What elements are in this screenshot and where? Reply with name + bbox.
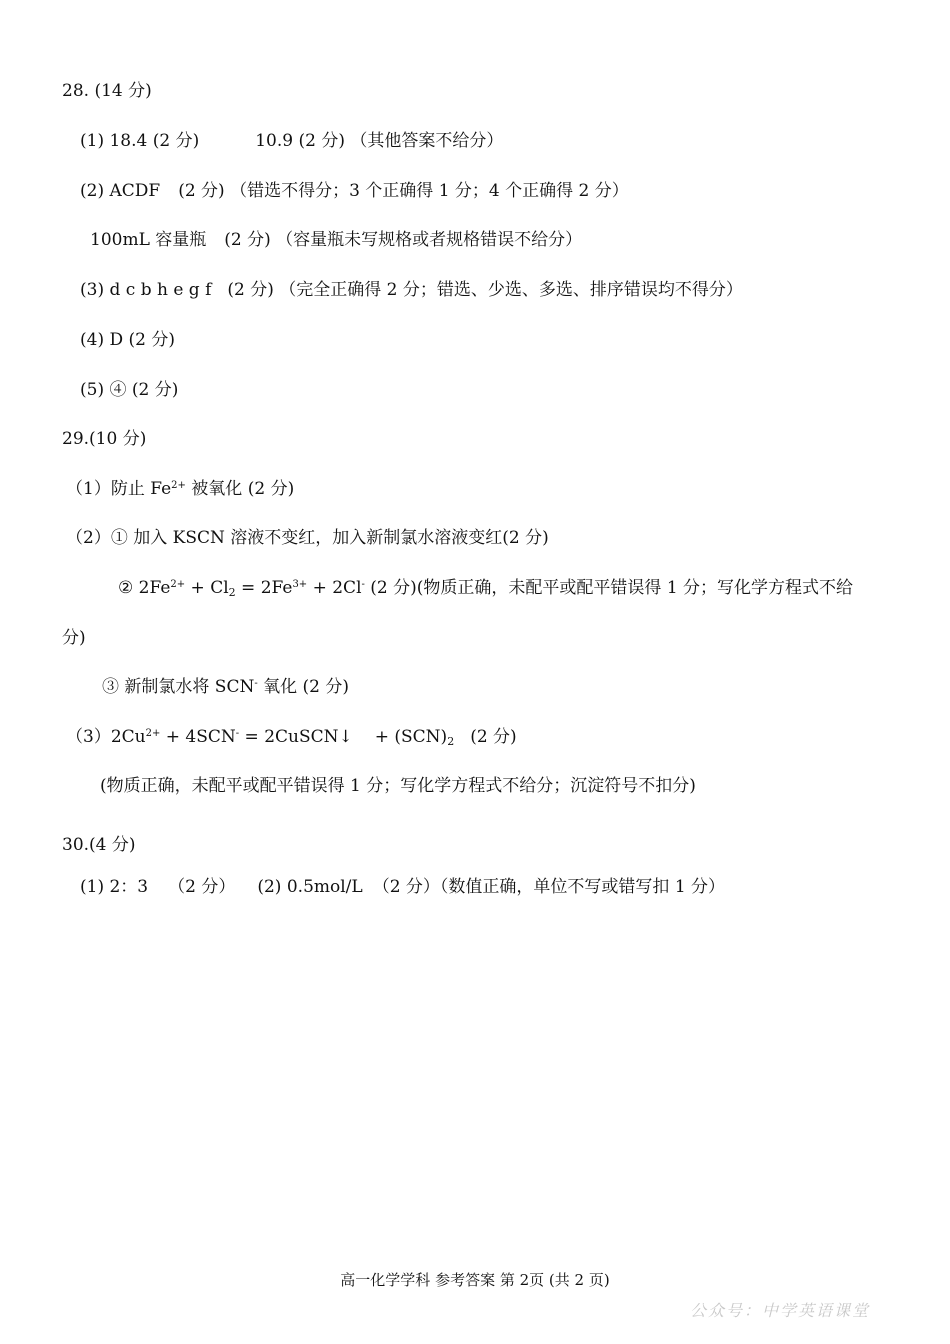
q29-eq1-d: + 2Cl: [307, 578, 362, 598]
q29-eq1-c-charge: 3+: [292, 579, 308, 590]
q28-part2-note: (2 分) （错选不得分；3 个正确得 1 分；4 个正确得 2 分）: [178, 181, 629, 201]
q29-part2-2: [118, 577, 853, 599]
q29-part1-charge: 2+: [171, 480, 186, 491]
q28-part5: (5) ④ (2 分): [80, 380, 179, 400]
q29-eq1-note: (2 分)(物质正确，未配平或配平错误得 1 分；写化学方程式不给: [364, 578, 854, 598]
q29-eq2-b-charge: -: [235, 728, 240, 739]
watermark: 公众号：中学英语课堂: [690, 1301, 871, 1320]
q28-part2-volumetric-note: (2 分) （容量瓶未写规格或者规格错误不给分）: [224, 230, 583, 250]
q28-part1-answer-b: 10.9 (2 分) （其他答案不给分）: [255, 131, 504, 151]
q29-part2-3-charge: -: [254, 678, 258, 689]
q28-part3-answer: (3) d c b h e g f: [80, 280, 212, 300]
q29-part2-3: [102, 676, 349, 698]
q29-eq1-b-sub: 2: [228, 586, 236, 599]
q28-part1-answer-a: (1) 18.4 (2 分): [80, 131, 200, 151]
q28-part4: (4) D (2 分): [80, 330, 176, 350]
q29-eq2-d: + (SCN): [374, 727, 448, 747]
q30-part1-score: （2 分）: [168, 877, 236, 897]
q29-eq1-b: + Cl: [185, 578, 229, 598]
q29-eq2-score: (2 分): [470, 727, 517, 747]
q28-header: 28. (14 分): [62, 81, 152, 101]
q29-eq1-c: = 2Fe: [235, 578, 293, 598]
q29-eq1-a-charge: 2+: [170, 579, 186, 590]
q29-part1-post: 被氧化 (2 分): [185, 479, 295, 499]
q29-eq2-c: = 2CuSCN↓: [239, 727, 353, 747]
q29-part1-pre: （1）防止 Fe: [66, 479, 172, 499]
page-footer: 高一化学学科 参考答案 第 2页 (共 2 页): [340, 1271, 610, 1289]
q29-header: 29.(10 分): [62, 429, 147, 449]
q29-part2-3-pre: ③ 新制氯水将 SCN: [102, 677, 255, 697]
q30-part1-answer: (1) 2：3: [80, 877, 149, 897]
q29-eq2-a-charge: 2+: [145, 728, 161, 739]
q30-part2-answer: (2) 0.5mol/L: [257, 877, 363, 897]
q29-part2-3-post: 氧化 (2 分): [257, 677, 350, 697]
q29-part2-1: （2）① 加入 KSCN 溶液不变红，加入新制氯水溶液变红(2 分): [66, 528, 549, 548]
q28-part2: [80, 180, 629, 202]
q30-part2-note: （2 分）（数值正确，单位不写或错写扣 1 分）: [372, 877, 726, 897]
q30-header: 30.(4 分): [62, 835, 136, 855]
q29-eq2-b: + 4SCN: [160, 727, 236, 747]
q29-part1: [66, 478, 294, 500]
q28-part3-note: (2 分) （完全正确得 2 分；错选、少选、多选、排序错误均不得分）: [227, 280, 743, 300]
q29-part2-2-continued: 分): [62, 628, 86, 648]
q28-part1: [80, 130, 503, 152]
q28-part2-volumetric: [90, 229, 582, 251]
q29-part3: [66, 726, 517, 748]
q29-eq1-a: ② 2Fe: [118, 578, 171, 598]
q28-part3: [80, 279, 743, 301]
q29-part3-note: (物质正确，未配平或配平错误得 1 分；写化学方程式不给分；沉淀符号不扣分): [100, 776, 696, 796]
q30-part1: [80, 876, 725, 898]
q28-part2-volumetric-answer: 100mL 容量瓶: [90, 230, 207, 250]
q29-eq1-d-charge: -: [361, 579, 365, 590]
q29-eq2-d-sub: 2: [447, 735, 455, 748]
q29-eq2-a: （3）2Cu: [66, 727, 146, 747]
q28-part2-answer: (2) ACDF: [80, 181, 161, 201]
